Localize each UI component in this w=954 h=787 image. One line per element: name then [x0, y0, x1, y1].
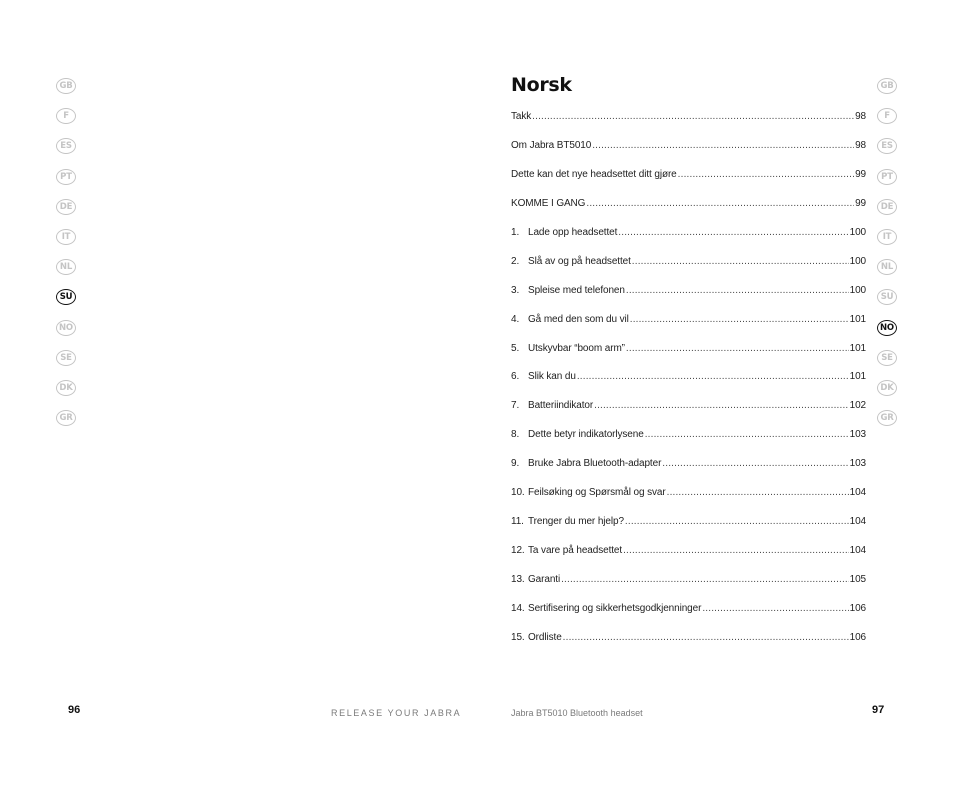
footer-slogan: RELEASE YOUR JABRA	[331, 708, 462, 718]
toc-entry-page: 104	[849, 545, 866, 557]
toc-entry	[511, 632, 866, 661]
page-number-left: 96	[68, 704, 81, 716]
toc-entry	[511, 256, 866, 285]
toc-leader-dots	[662, 458, 848, 469]
language-badge-gr: GR	[877, 410, 897, 426]
footer-product-name: Jabra BT5010 Bluetooth headset	[511, 708, 643, 718]
table-of-contents	[511, 111, 866, 661]
toc-leader-dots	[667, 487, 849, 498]
toc-entry	[511, 458, 866, 487]
language-badge-it: IT	[56, 229, 76, 245]
toc-entry-label: Ordliste	[528, 631, 562, 643]
toc-entry	[511, 285, 866, 314]
toc-entry-number: 15.	[511, 631, 525, 643]
language-badge-pt: PT	[56, 169, 76, 185]
toc-entry-label: Gå med den som du vil	[528, 313, 629, 325]
toc-entry	[511, 516, 866, 545]
toc-entry-label: Slik kan du	[528, 371, 576, 383]
section-title: Norsk	[511, 74, 572, 96]
toc-entry	[511, 140, 866, 169]
toc-entry-label: Bruke Jabra Bluetooth-adapter	[528, 458, 662, 470]
toc-entry-label: Trenger du mer hjelp?	[528, 516, 624, 528]
language-badge-gr: GR	[56, 410, 76, 426]
language-badge-su: SU	[877, 289, 897, 305]
language-badge-se: SE	[56, 350, 76, 366]
toc-entry-page: 101	[849, 371, 866, 383]
toc-entry-label: Takk	[511, 111, 532, 122]
toc-entry	[511, 371, 866, 400]
page-number-right: 97	[872, 704, 885, 716]
toc-entry-number: 2.	[511, 255, 520, 267]
toc-entry-page: 100	[849, 226, 866, 238]
toc-entry-label: Batteriindikator	[528, 400, 594, 412]
toc-entry-number: 6.	[511, 371, 520, 383]
toc-entry-label: Utskyvbar “boom arm”	[528, 342, 625, 354]
toc-entry-number: 3.	[511, 284, 520, 296]
language-badge-f: F	[56, 108, 76, 124]
toc-entry-page: 102	[849, 400, 866, 412]
toc-entry-page: 103	[849, 458, 866, 470]
toc-entry	[511, 400, 866, 429]
toc-entry-label: Om Jabra BT5010	[511, 139, 592, 151]
toc-leader-dots	[625, 516, 849, 527]
toc-entry-number: 1.	[511, 226, 520, 238]
language-badge-no: NO	[56, 320, 76, 336]
toc-entry	[511, 429, 866, 458]
toc-entry-label: Sertifisering og sikkerhetsgodkjenninger	[528, 602, 702, 614]
toc-entry-page: 104	[849, 516, 866, 528]
language-badge-es: ES	[877, 138, 897, 154]
toc-leader-dots	[594, 400, 849, 411]
toc-entry-number: 7.	[511, 400, 520, 412]
toc-leader-dots	[561, 574, 849, 585]
toc-entry-label: Dette betyr indikatorlysene	[528, 429, 644, 441]
toc-entry-label: Lade opp headsettet	[528, 226, 618, 238]
toc-entry-label: Dette kan det nye headsettet ditt gjøre	[511, 168, 677, 180]
toc-entry	[511, 198, 866, 227]
toc-entry	[511, 227, 866, 256]
toc-entry-page: 105	[849, 574, 866, 585]
toc-entry-number: 9.	[511, 458, 520, 470]
language-badge-gb: GB	[56, 78, 76, 94]
language-badge-gb: GB	[877, 78, 897, 94]
toc-entry-label: Spleise med telefonen	[528, 284, 625, 296]
language-badge-es: ES	[56, 138, 76, 154]
toc-leader-dots	[630, 314, 849, 325]
toc-entry	[511, 343, 866, 372]
toc-entry-number: 5.	[511, 342, 520, 354]
language-badge-f: F	[877, 108, 897, 124]
toc-entry-page: 99	[855, 197, 866, 209]
language-badge-nl: NL	[877, 259, 897, 275]
toc-entry	[511, 111, 866, 140]
toc-entry-page: 101	[849, 342, 866, 354]
toc-entry-page: 98	[855, 139, 866, 151]
toc-entry	[511, 603, 866, 632]
toc-entry-number: 14.	[511, 602, 525, 614]
toc-leader-dots	[645, 429, 849, 440]
toc-leader-dots	[618, 227, 848, 238]
toc-entry-number: 12.	[511, 545, 525, 557]
language-badge-se: SE	[877, 350, 897, 366]
language-badge-su: SU	[56, 289, 76, 305]
toc-leader-dots	[592, 140, 854, 151]
toc-entry-page: 101	[849, 313, 866, 325]
language-badge-dk: DK	[56, 380, 76, 396]
language-badge-dk: DK	[877, 380, 897, 396]
toc-entry-number: 11.	[511, 516, 524, 528]
toc-entry-page: 104	[849, 487, 866, 499]
toc-leader-dots	[632, 256, 849, 267]
toc-entry	[511, 545, 866, 574]
toc-entry-page: 103	[849, 429, 866, 441]
toc-entry	[511, 574, 866, 603]
language-badge-it: IT	[877, 229, 897, 245]
language-badge-de: DE	[877, 199, 897, 215]
language-badge-pt: PT	[877, 169, 897, 185]
toc-leader-dots	[626, 285, 849, 296]
toc-entry-page: 99	[855, 168, 866, 180]
toc-leader-dots	[623, 545, 849, 556]
toc-leader-dots	[586, 198, 854, 209]
toc-leader-dots	[577, 371, 849, 382]
toc-entry-label: Slå av og på headsettet	[528, 255, 631, 267]
toc-entry-number: 8.	[511, 429, 520, 441]
toc-entry-label: Ta vare på headsettet	[528, 545, 623, 557]
toc-entry	[511, 169, 866, 198]
language-badge-de: DE	[56, 199, 76, 215]
toc-entry-page: 100	[849, 255, 866, 267]
toc-leader-dots	[702, 603, 848, 614]
right-language-tabs	[877, 78, 899, 440]
toc-leader-dots	[532, 111, 854, 122]
toc-leader-dots	[678, 169, 854, 180]
toc-entry-number: 13.	[511, 574, 525, 585]
toc-entry-label: Feilsøking og Spørsmål og svar	[528, 487, 666, 499]
toc-leader-dots	[563, 632, 849, 643]
toc-entry-number: 4.	[511, 313, 520, 325]
toc-entry	[511, 487, 866, 516]
toc-entry-page: 106	[849, 631, 866, 643]
toc-entry	[511, 314, 866, 343]
left-language-tabs	[56, 78, 78, 440]
toc-entry-number: 10.	[511, 487, 525, 499]
language-badge-nl: NL	[56, 259, 76, 275]
toc-entry-label: KOMME I GANG	[511, 197, 586, 209]
toc-entry-label: Garanti	[528, 574, 561, 585]
toc-entry-page: 98	[855, 111, 866, 122]
toc-entry-page: 106	[849, 602, 866, 614]
toc-leader-dots	[626, 343, 849, 354]
language-badge-no: NO	[877, 320, 897, 336]
toc-entry-page: 100	[849, 284, 866, 296]
